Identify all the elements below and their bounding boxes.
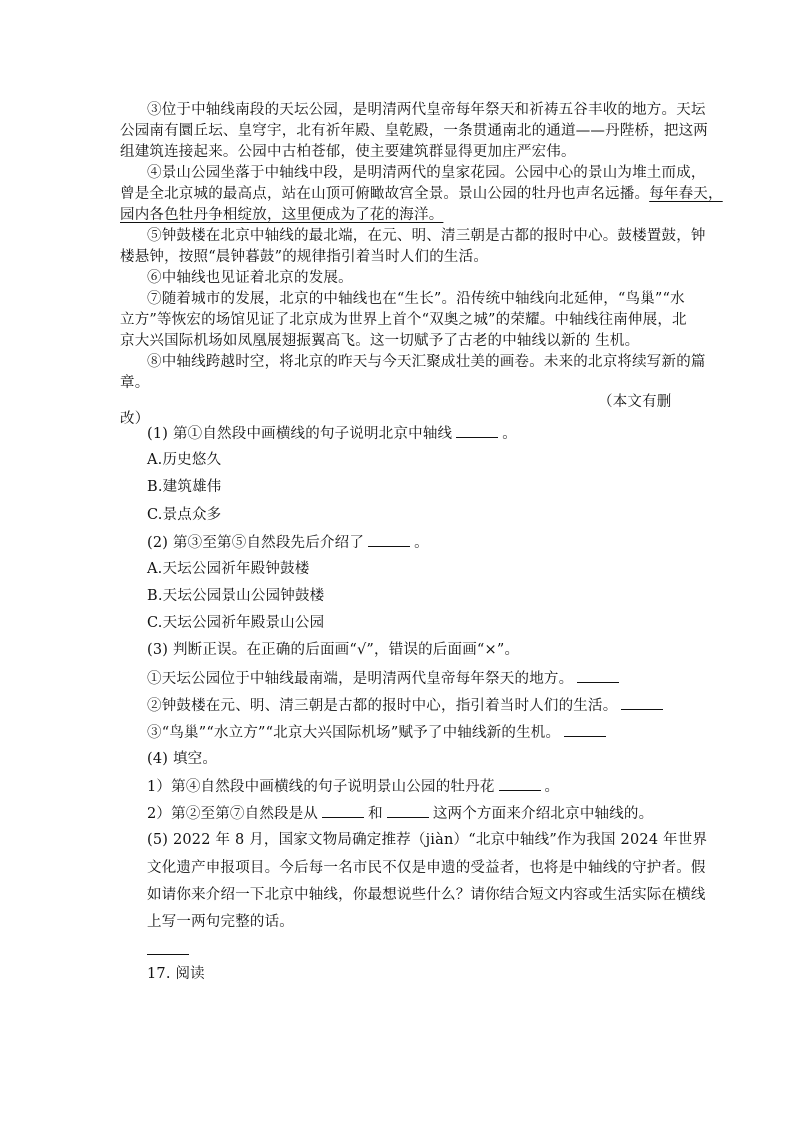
- q3-item-3: ③“鸟巢”“水立方”“北京大兴国际机场”赋予了中轴线新的生机。: [147, 722, 610, 743]
- q2-stem: (2) 第③至第⑤自然段先后介绍了 。: [147, 532, 429, 553]
- q3-item-2-blank[interactable]: [621, 695, 663, 710]
- passage-p5-line1: ⑤钟鼓楼在北京中轴线的最北端，在元、明、清三朝是古都的报时中心。鼓楼置鼓，钟: [147, 228, 706, 244]
- q3-stem: (3) 判断正误。在正确的后面画“√”，错误的后面画“×”。: [147, 642, 520, 658]
- q5-line3: 如请你来介绍一下北京中轴线，你最想说些什么？请你结合短文内容或生活实际在横线: [147, 887, 706, 903]
- passage-p3-line3: 组建筑连接起来。公园中古柏苍郁，使主要建筑群显得更加庄严宏伟。: [120, 144, 576, 160]
- q2-option-b[interactable]: B.天坛公园景山公园钟鼓楼: [147, 588, 325, 604]
- passage-p4-line3: [120, 205, 443, 225]
- q3-item-3-blank[interactable]: [564, 722, 606, 737]
- passage-p7-line1: ⑦随着城市的发展，北京的中轴线也在“生长”。沿传统中轴线向北延伸，“鸟巢”“水: [147, 291, 685, 307]
- q1-answer-blank[interactable]: [456, 423, 498, 438]
- q4-item-2: 2）第②至第⑦自然段是从 和 这两个方面来介绍北京中轴线的。: [147, 803, 653, 824]
- passage-p6-line1: ⑥中轴线也见证着北京的发展。: [147, 270, 353, 286]
- source-note-part1: （本文有删: [598, 394, 672, 410]
- passage-p5-line2: 楼悬钟，按照“晨钟暮鼓”的规律指引着当时人们的生活。: [120, 249, 489, 265]
- next-section-heading: 17. 阅读: [147, 966, 205, 982]
- q5-line4: 上写一两句完整的话。: [147, 914, 294, 930]
- q5-line2: 文化遗产申报项目。今后每一名市民不仅是申遗的受益者，也将是中轴线的守护者。假: [147, 860, 706, 876]
- q2-option-a[interactable]: A.天坛公园祈年殿钟鼓楼: [147, 561, 310, 577]
- passage-p4-line2-plain: 曾是全北京城的最高点，站在山顶可俯瞰故宫全景。景山公园的牡丹也声名远播。: [120, 186, 650, 202]
- q1-option-c[interactable]: C.景点众多: [147, 507, 222, 523]
- q4-item-1-blank[interactable]: [499, 776, 541, 791]
- q1-option-a[interactable]: A.历史悠久: [147, 452, 222, 468]
- q1-option-b[interactable]: B.建筑雄伟: [147, 479, 222, 495]
- q5-line1: (5) 2022 年 8 月，国家文物局确定推荐（jiàn）“北京中轴线”作为我国 2024 年世界: [147, 832, 708, 848]
- passage-p4-line2: [120, 184, 723, 204]
- passage-p8-line2: 章。: [120, 375, 150, 391]
- passage-p3-line2: 公园南有圜丘坛、皇穹宇，北有祈年殿、皇乾殿，一条贯通南北的通道——丹陛桥，把这两: [120, 123, 708, 139]
- q2-option-c[interactable]: C.天坛公园祈年殿景山公园: [147, 615, 325, 631]
- q2-answer-blank[interactable]: [368, 532, 410, 547]
- q3-item-1: ①天坛公园位于中轴线最南端，是明清两代皇帝每年祭天的地方。: [147, 668, 623, 689]
- q1-stem: (1) 第①自然段中画横线的句子说明北京中轴线 。: [147, 423, 517, 444]
- q3-item-1-blank[interactable]: [577, 668, 619, 683]
- q4-item-2-blank-a[interactable]: [322, 803, 364, 818]
- passage-p8-line1: ⑧中轴线跨越时空，将北京的昨天与今天汇聚成壮美的画卷。未来的北京将续写新的篇: [147, 354, 706, 370]
- q3-item-2: ②钟鼓楼在元、明、清三朝是古都的报时中心，指引着当时人们的生活。: [147, 695, 667, 716]
- passage-p3-line1: ③位于中轴线南段的天坛公园，是明清两代皇帝每年祭天和祈祷五谷丰收的地方。天坛: [147, 102, 706, 118]
- q5-answer-line[interactable]: [147, 954, 189, 955]
- q4-item-2-blank-b[interactable]: [387, 803, 429, 818]
- passage-p4-line1: ④景山公园坐落于中轴线中段，是明清两代的皇家花园。公园中心的景山为堆土而成，: [147, 165, 706, 181]
- passage-p7-line3: 京大兴国际机场如凤凰展翅振翼高飞。这一切赋予了古老的中轴线以新的 生机。: [120, 333, 640, 349]
- q4-stem: (4) 填空。: [147, 751, 218, 767]
- q4-item-1: 1）第④自然段中画横线的句子说明景山公园的牡丹花 。: [147, 776, 559, 797]
- passage-p4-underlined-sentence-part1: 每年春天，: [649, 186, 723, 202]
- passage-p4-underlined-sentence-part2: 园内各色牡丹争相绽放，这里便成为了花的海洋。: [120, 207, 444, 223]
- source-note-part2: 改）: [120, 411, 150, 427]
- passage-p7-line2: 立方”等恢宏的场馆见证了北京成为世界上首个“双奥之城”的荣耀。中轴线往南伸展，北: [120, 312, 687, 328]
